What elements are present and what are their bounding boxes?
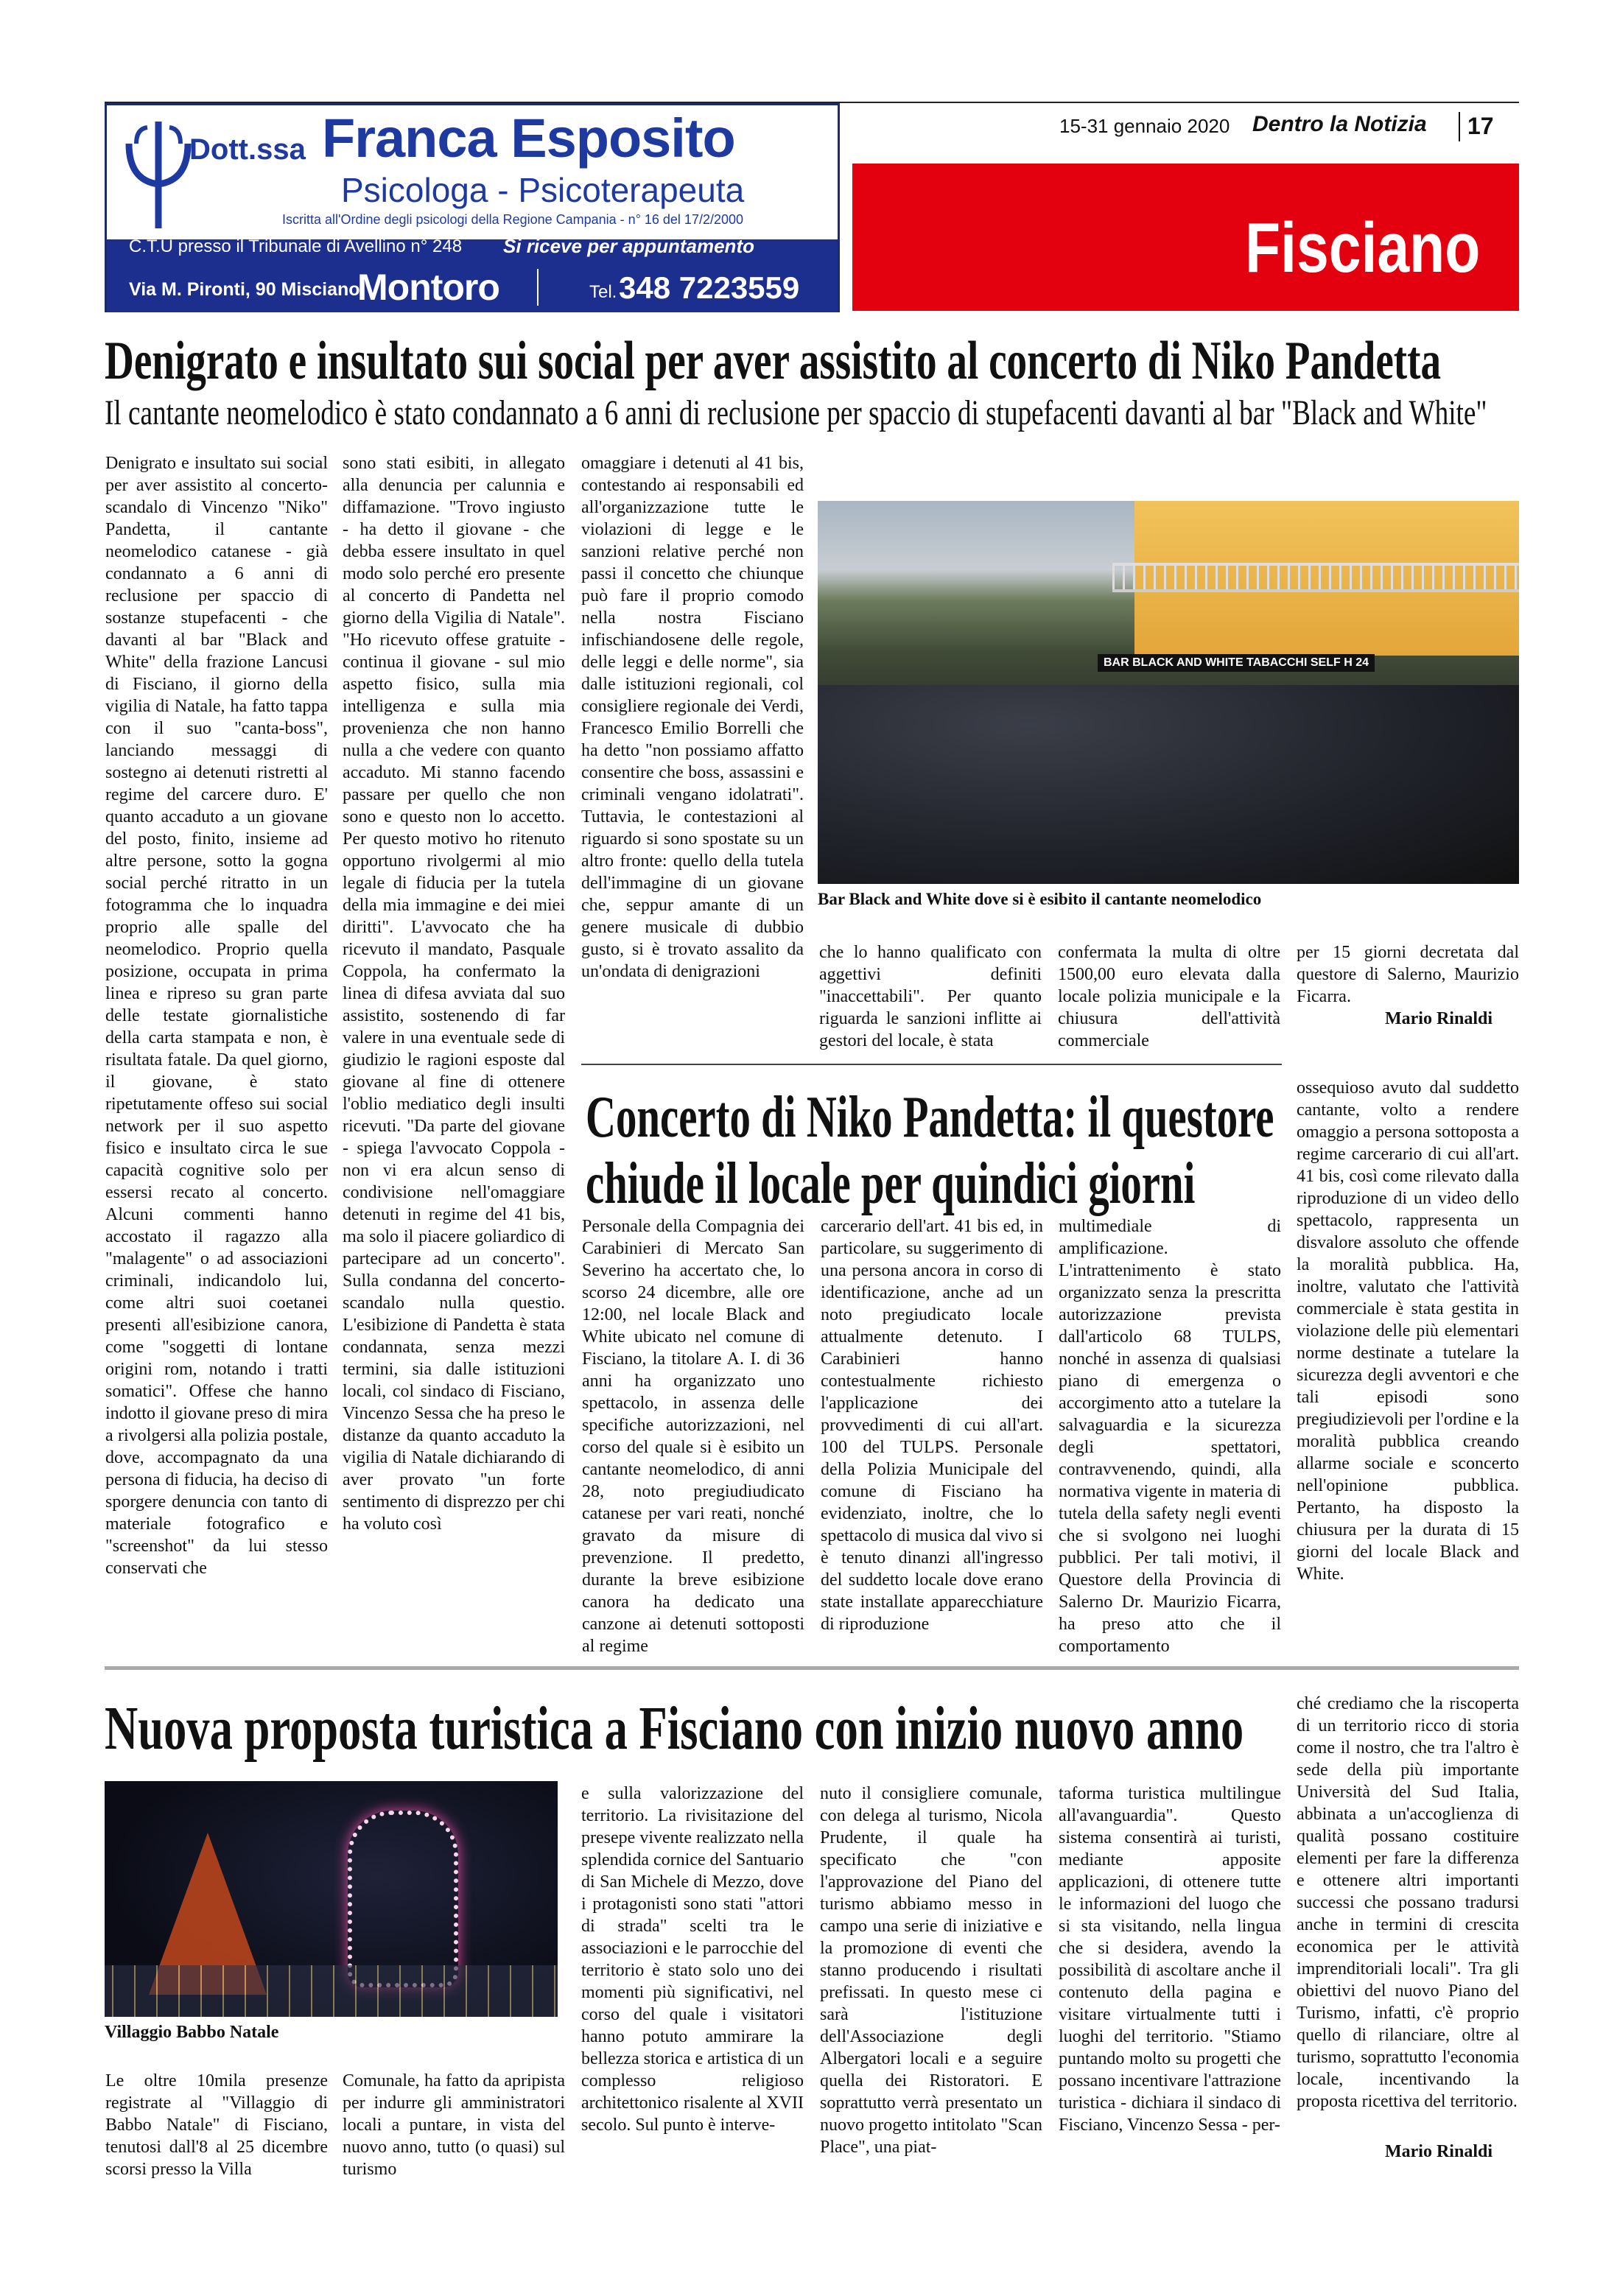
ad-registry: Iscritta all'Ordine degli psicologi della Regione Campania - n° 16 del 17/2/2000 xyxy=(282,212,744,227)
article3-column-1: Le oltre 10mila presenze registrate al "Villaggio di Babbo Natale" di Fisciano, tenutosi dall'8 al 25 dicembre scorsi presso la Villa xyxy=(105,2071,328,2179)
newspaper-name: Dentro la Notizia xyxy=(1252,112,1427,136)
article1-photo xyxy=(818,501,1519,884)
article3-photo xyxy=(105,1781,558,2017)
article3-column-4: nuto il consigliere comunale, con delega al turismo, Nicola Prudente, il quale ha specificato che "con l'approvazione del Piano del turismo abbiamo messo in campo una serie di iniziative e la promozione di eventi che stanno producendo i risultati prefissati. In questo mese ci sarà l'istituzione dell'Associazione degli Albergatori locali e a seguire quella dei Ristoratori. E soprattutto verrà presentato un nuovo progetto intitolato "Scan Place", una piat- xyxy=(820,1784,1042,2157)
ad-tel-label: Tel. xyxy=(589,282,617,302)
ad-title-prefix: Dott.ssa xyxy=(189,133,306,166)
ad-separator xyxy=(537,269,539,306)
article1-column-6: per 15 giorni decretata dal questore di Salerno, Maurizio Ficarra. xyxy=(1297,943,1519,1006)
article3-column-5: taforma turistica multilingue all'avanguardia". Questo sistema consentirà ai turisti, mediante apposite applicazioni, di ottenere tutte le informazioni del luogo che si sta visitando, nella lingua che si desidera, avendo la possibilità di ascoltare anche il contenuto della pagina e visitare virtualmente tutti i luoghi del territorio. "Stiamo puntando molto su progetti che possano incentivare l'attrazione turistica - dichiara il sindaco di Fisciano, Vincenzo Sessa - per- xyxy=(1059,1784,1281,2135)
article2-column-4: ossequioso avuto dal suddetto cantante, volto a rendere omaggio a persona sottoposta a regime carcerario di cui all'art. 41 bis, così come rilevato dalla riproduzione di un video dello spettacolo, rappresenta un disvalore assoluto che offende la moralità pubblica. Ha, inoltre, valutato che l'attività commerciale è stata gestita in violazione delle più elementari norme destinate a tutelare la sicurezza degli avventori e che tali episodi sono pregiudizievoli per l'ordine e la moralità pubblica creando allarme sociale e sconcerto nell'opinione pubblica. Pertanto, ha disposto la chiusura per la durata di 15 giorni del locale Black and White. xyxy=(1297,1078,1519,1584)
article2-title-line1: Concerto di Niko Pandetta: il questore xyxy=(586,1085,1274,1150)
article1-photo-caption: Bar Black and White dove si è esibito il cantante neomelodico xyxy=(818,890,1262,908)
article1-column-2: sono stati esibiti, in allegato alla denuncia per calunnia e diffamazione. "Trovo ingiusto - ha detto il giovane - che debba essere insultato in quel modo solo perché ero presente al concerto di Pandetta nel giorno della Vigilia di Natale". "Ho ricevuto offese gratuite - continua il giovane - sul mio aspetto fisico, sulla mia intelligenza e sulla mia provenienza che non hanno nulla a che vedere con quanto accaduto. Mi stanno facendo passare per quello che non sono e questo non lo accetto. Per questo motivo ho ritenuto opportuno rivolgermi al mio legale di fiducia per la tutela della mia immagine e dei miei diritti". L'avvocato che ha ricevuto il mandato, Pasquale Coppola, ha confermato la linea di difesa avviata dal suo assistito, sostenendo di far valere in una eventuale sede di giudizio le ragioni esposte dal giovane al fine di ottenere l'oblio mediatico degli insulti ricevuti. "Da parte del giovane - spiega l'avvocato Coppola - non vi era alcun senso di condivisione nell'omaggiare detenuti in regime del 41 bis, ma solo il piacere goliardico di partecipare ad un concerto". Sulla condanna del concerto-scandalo nulla questio. L'esibizione di Pandetta è stata condannata, senza mezzi termini, sia dalle istituzioni locali, col sindaco di Fisciano, Vincenzo Sessa che ha preso le distanze da quanto accaduto la vigilia di Natale dichiarando di aver provato "un forte sentimento di disprezzo per chi ha voluto così xyxy=(343,454,565,1534)
photo-lights-figure xyxy=(348,1811,458,1987)
article1-column-5: confermata la multa di oltre 1500,00 euro elevata dalla locale polizia municipale e la chiusura dell'attività commerciale xyxy=(1058,943,1280,1050)
article1-subtitle: Il cantante neomelodico è stato condannato a 6 anni di reclusione per spaccio di stupefacenti davanti al bar "Black and White" xyxy=(105,393,1487,432)
article1-column-4: che lo hanno qualificato con aggettivi definiti "inaccettabili". Per quanto riguarda le sanzioni inflitte ai gestori del locale, è stata xyxy=(819,943,1042,1050)
photo-ground-lights xyxy=(105,1965,558,2017)
photo-crowd xyxy=(818,685,1519,884)
ad-profession: Psicologa - Psicoterapeuta xyxy=(341,171,745,209)
section-title: Fisciano xyxy=(1245,208,1481,287)
ad-appointment: Si riceve per appuntamento xyxy=(503,235,754,257)
ad-telephone: 348 7223559 xyxy=(619,270,800,305)
advertisement-box xyxy=(105,103,840,312)
page-number-divider xyxy=(1459,112,1460,141)
article2-column-1: Personale della Compagnia dei Carabinieri di Mercato San Severino ha accertato che, lo scorso 24 dicembre, alle ore 12:00, nel locale Black and White ubicato nel comune di Fisciano, la titolare A. I. di 36 anni ha organizzato uno spettacolo, in assenza delle specifiche autorizzazioni, nel corso del quale si è esibito un cantante neomelodico, di anni 28, noto pregiudiudicato catanese per vari reati, nonché gravato da misure di prevenzione. Il predetto, durante la breve esibizione canora ha dedicato una canzone ai detenuti sottoposti al regime xyxy=(582,1217,804,1656)
ad-address: Via M. Pironti, 90 Misciano xyxy=(129,279,360,300)
photo-bar-sign: BAR BLACK AND WHITE TABACCHI SELF H 24 xyxy=(1098,654,1375,672)
article3-column-6: ché crediamo che la riscoperta di un territorio ricco di storia come il nostro, che tra l'altro è sede della più importante Università del Sud Italia, abbinata a un'accoglienza di qualità possano costituire elementi per fare la differenza e ottenere altri importanti successi che possano tradursi anche in termini di crescita economica per le attività imprenditoriali locali". Tra gli obiettivi del nuovo Piano del Turismo, infatti, c'è proprio quello di rilanciare, oltre al turismo, soprattutto l'economia locale, incentivando la proposta ricettiva del territorio. xyxy=(1297,1694,1519,2111)
psi-logo-icon xyxy=(114,114,203,232)
photo-balcony xyxy=(1112,563,1519,592)
ad-city: Montoro xyxy=(357,267,499,308)
issue-date: 15-31 gennaio 2020 xyxy=(1059,115,1230,137)
article1-column-3: omaggiare i detenuti al 41 bis, contestando ai responsabili ed all'organizzazione tutte le violazioni di legge e le sanzioni relative perché non passi il concetto che chiunque può fare il proprio comodo nella nostra Fisciano infischiandosene delle regole, delle leggi e delle norme", sia dalle istituzioni regionali, col consigliere regionale dei Verdi, Francesco Emilio Borrelli che ha detto "non possiamo affatto consentire che boss, assassini e criminali vengano idolatrati". Tuttavia, le contestazioni al riguardo si sono spostate su un altro fronte: quello della tutela dell'immagine di un giovane che, seppur amante di un genere musicale di dubbio gusto, si è trovato assalito da un'ondata di denigrazioni xyxy=(581,454,804,981)
ad-name: Franca Esposito xyxy=(322,108,735,169)
article3-title: Nuova proposta turistica a Fisciano con inizio nuovo anno xyxy=(105,1694,1244,1763)
article2-title-line2: chiude il locale per quindici giorni xyxy=(586,1151,1196,1216)
article3-column-3: e sulla valorizzazione del territorio. La rivisitazione del presepe vivente realizzato nella splendida cornice del Santuario di San Michele di Mezzo, dove i protagonisti sono stati "attori di strada" scelti tra le associazioni e le parrocchie del territorio è stato solo uno dei momenti più significativi, nel corso del quale i visitatori hanno potuto ammirare la bellezza storica e artistica di un complesso religioso architettonico risalente al XVII secolo. Sul punto è interve- xyxy=(581,1784,804,2135)
article3-author: Mario Rinaldi xyxy=(1385,2142,1493,2161)
article1-column-1: Denigrato e insultato sui social per aver assistito al concerto-scandalo di Vincenzo "Niko" Pandetta, il cantante neomelodico catanese - già condannato a 6 anni di reclusione per spaccio di sostanze stupefacenti - che davanti al bar "Black and White" della frazione Lancusi di Fisciano, il giorno della vigilia di Natale, ha fatto tappa con il suo "canta-boss", lanciando messaggi di sostegno ai detenuti ristretti al regime del carcere duro. E' quanto accaduto a un giovane del posto, finito, insieme ad altre persone, sotto la gogna social perché ritratto in un fotogramma che lo inquadra proprio alle spalle del neomelodico. Proprio quella posizione, occupata in prima linea e ripreso su gran parte delle testate giornalistiche della carta stampata e non, è risultata fatale. Da quel giorno, il giovane, è stato ripetutamente offeso sui social network per il suo aspetto fisico e insultato circa le sue capacità cognitive solo per essersi recato al concerto. Alcuni commenti hanno accostato il ragazzo alla "malagente" o ad associazioni criminali, indicandolo lui, come altri suoi coetanei presenti all'esibizione canora, come "soggetti di lontane origini rom, notando i tratti somatici". Offese che hanno indotto il giovane preso di mira a rivolgersi alla polizia postale, dove, accompagnato da una persona di fiducia, ha deciso di sporgere denuncia con tanto di materiale fotografico e "screenshot" da lui stesso conservati che xyxy=(105,454,328,1578)
section-divider xyxy=(105,1666,1519,1670)
article3-column-2: Comunale, ha fatto da apripista per indurre gli amministratori locali a puntare, in vista del nuovo anno, tutto (o quasi) sul turismo xyxy=(343,2071,565,2179)
article1-author: Mario Rinaldi xyxy=(1385,1009,1493,1028)
article1-title: Denigrato e insultato sui social per aver assistito al concerto di Niko Pandetta xyxy=(105,331,1442,391)
article2-top-rule xyxy=(581,1064,1282,1065)
page-number: 17 xyxy=(1467,113,1494,139)
ad-ctu: C.T.U presso il Tribunale di Avellino n° 248 xyxy=(129,236,463,256)
article2-column-2: carcerario dell'art. 41 bis ed, in particolare, su suggerimento di una persona ancora in corso di identificazione, anche ad un noto pregiudicato locale attualmente detenuto. I Carabinieri hanno contestualmente richiesto l'applicazione dei provvedimenti di cui all'art. 100 del TULPS. Personale della Polizia Municipale del comune di Fisciano ha evidenziato, inoltre, che lo spettacolo di musica dal vivo si è tenuto dinanzi all'ingresso del suddetto locale dove erano state installate apparecchiature di riproduzione xyxy=(821,1217,1043,1634)
article2-column-3: multimediale di amplificazione. L'intrattenimento è stato organizzato senza la prescritta autorizzazione prevista dall'articolo 68 TULPS, nonché in assenza di qualsiasi piano di emergenza o accorgimento atto a tutelare la salvaguardia e la sicurezza degli spettatori, contravvenendo, quindi, alla normativa vigente in materia di tutela della safety negli eventi che si svolgono nei luoghi pubblici. Per tali motivi, il Questore della Provincia di Salerno Dr. Maurizio Ficarra, ha preso atto che il comportamento xyxy=(1059,1217,1281,1656)
article3-photo-caption: Villaggio Babbo Natale xyxy=(105,2023,279,2042)
